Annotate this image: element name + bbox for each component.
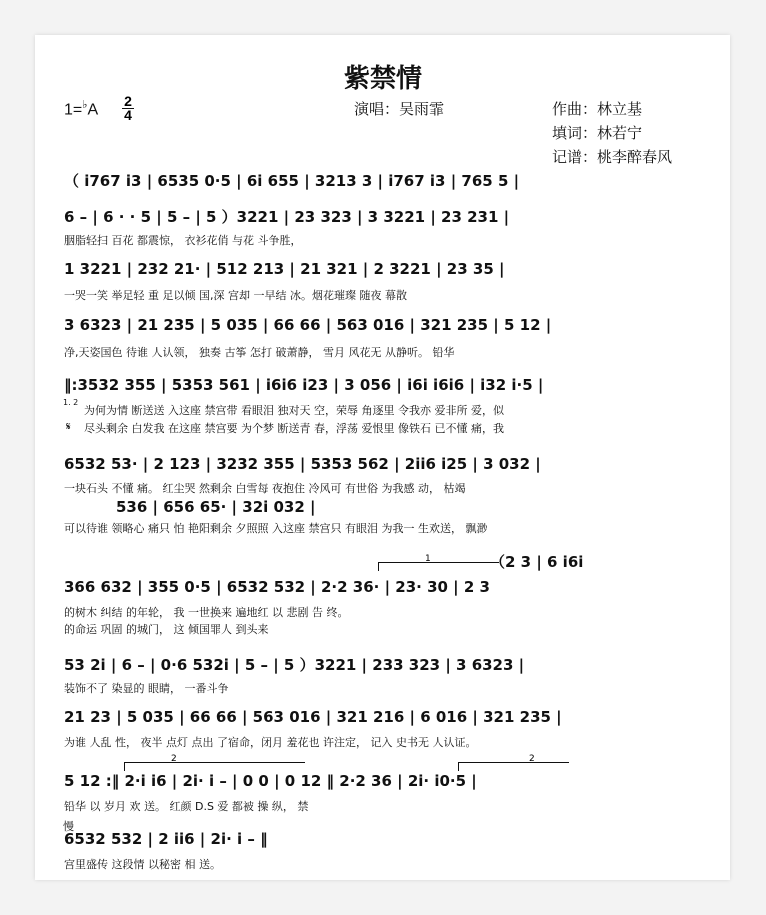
notation-row-3: 1 3221 | 232 21· | 512 213 | 21 321 | 2 3221 | 23 35 | xyxy=(64,260,505,278)
lyric-row-5b: 尽头剩余 白发我 在这座 禁宫要 为个梦 断送青 春，浮荡 爱恨里 像铁石 已不懂 痛，我 xyxy=(84,422,504,435)
lyric-row-5a: 为何为情 断送送 入这座 禁宫带 看眼泪 独对天 空，荣辱 角逐里 令我亦 爱非所 爱，似 xyxy=(84,404,504,417)
notation-row-6: 6532 53· | 2 123 | 3232 355 | 5353 562 | 2ii6 i25 | 3 032 | xyxy=(64,455,541,473)
first-ending-bracket xyxy=(378,554,499,571)
lyric-row-8b: 的命运 巩固 的城门， 这 倾国罪人 到头来 xyxy=(64,623,269,636)
transcriber-credit: 记谱：桃李醉春风 xyxy=(552,148,673,166)
flat-sign: ♭ xyxy=(82,99,88,111)
notation-row-2: 6 – | 6 · · 5 | 5 – | 5 ）3221 | 23 323 | 3 3221 | 23 231 | xyxy=(64,208,510,226)
tempo-slow-mark: 慢 xyxy=(63,820,74,833)
lyric-row-2: 胭脂轻扫 百花 都震惊， 衣衫花俏 与花 斗争胜， xyxy=(64,234,302,247)
segno-sign: 𝄋 xyxy=(66,420,71,433)
lyric-row-3: 一哭一笑 举足轻 重 足以倾 国,深 宫却 一早结 冰。烟花璀璨 随夜 幕散 xyxy=(64,289,407,302)
notation-row-11: 5 12 :‖ 2·i i6 | 2i· i – | 0 0 | 0 12 ‖ 2·2 36 | 2i· i0·5 | xyxy=(64,772,477,790)
lyric-row-6: 一块石头 不懂 痛。 红尘哭 然剩余 白雪每 夜抱住 冷风可 有世俗 为我感 动， 枯竭 xyxy=(64,482,466,495)
time-top: 2 xyxy=(124,93,132,109)
notation-row-4: 3 6323 | 21 235 | 5 035 | 66 66 | 563 016 | 321 235 | 5 12 | xyxy=(64,316,552,334)
key-note: A xyxy=(87,101,99,119)
second-ending-number-1: 2 xyxy=(171,754,177,764)
lyric-row-11: 铅华 以 岁月 欢 送。 红颜 D.S 爱 都被 操 纵， 禁 xyxy=(64,800,309,813)
notation-row-12: 6532 532 | 2 ii6 | 2i· i – ‖ xyxy=(64,830,268,848)
intro-tail: （2 3 | 6 i6i xyxy=(490,553,584,571)
key-signature xyxy=(64,98,98,119)
composer-credit: 作曲：林立基 xyxy=(552,100,643,118)
second-ending-bracket-2 xyxy=(458,754,569,771)
notation-row-5: ‖:3532 355 | 5353 561 | i6i6 i23 | 3 056 | i6i i6i6 | i32 i·5 | xyxy=(64,376,544,394)
lyric-row-8a: 的树木 纠结 的年轮， 我 一世换来 遍地红 以 悲剧 告 终。 xyxy=(64,606,349,619)
notation-row-8: 366 632 | 355 0·5 | 6532 532 | 2·2 36· | 23· 30 | 2 3 xyxy=(64,578,490,596)
notation-row-10: 21 23 | 5 035 | 66 66 | 563 016 | 321 216 | 6 016 | 321 235 | xyxy=(64,708,562,726)
singer-credit: 演唱：吴雨霏 xyxy=(354,100,445,118)
key-prefix: 1= xyxy=(64,101,83,119)
second-ending-number-2: 2 xyxy=(529,754,535,764)
lyric-row-7: 可以待谁 领略心 痛只 怕 艳阳剩余 夕照照 入这座 禁宫只 有眼泪 为我一 生欢送， 飘渺 xyxy=(64,522,488,535)
lyricist-credit: 填词：林若宁 xyxy=(552,124,643,142)
time-bottom: 4 xyxy=(122,108,134,122)
notation-row-1: （ i767 i3 | 6535 0·5 | 6i 655 | 3213 3 | i767 i3 | 765 5 | xyxy=(64,172,520,190)
song-title: 紫禁情 xyxy=(343,64,422,94)
second-ending-bracket-1 xyxy=(124,754,305,771)
lyric-row-12: 宫里盛传 这段情 以秘密 相 送。 xyxy=(64,858,221,871)
time-signature xyxy=(122,95,134,122)
volta-marks: 1. 2 xyxy=(63,398,79,407)
lyric-row-10: 为谁 人乱 性， 夜半 点灯 点出 了宿命，闭月 羞花也 许注定， 记入 史书无 人认证。 xyxy=(64,736,477,749)
first-ending-number: 1 xyxy=(425,554,431,564)
notation-row-7: 536 | 656 65· | 32i 032 | xyxy=(116,498,316,516)
lyric-row-9: 装饰不了 染显的 眼睛， 一番斗争 xyxy=(64,682,229,695)
lyric-row-4: 净,天姿国色 待谁 人认领， 独奏 古筝 怎打 破萧静， 雪月 风花无 从静听。 铅华 xyxy=(64,346,455,359)
notation-row-9: 53 2i | 6 – | 0·6 532i | 5 – | 5 ）3221 | 233 323 | 3 6323 | xyxy=(64,656,525,674)
